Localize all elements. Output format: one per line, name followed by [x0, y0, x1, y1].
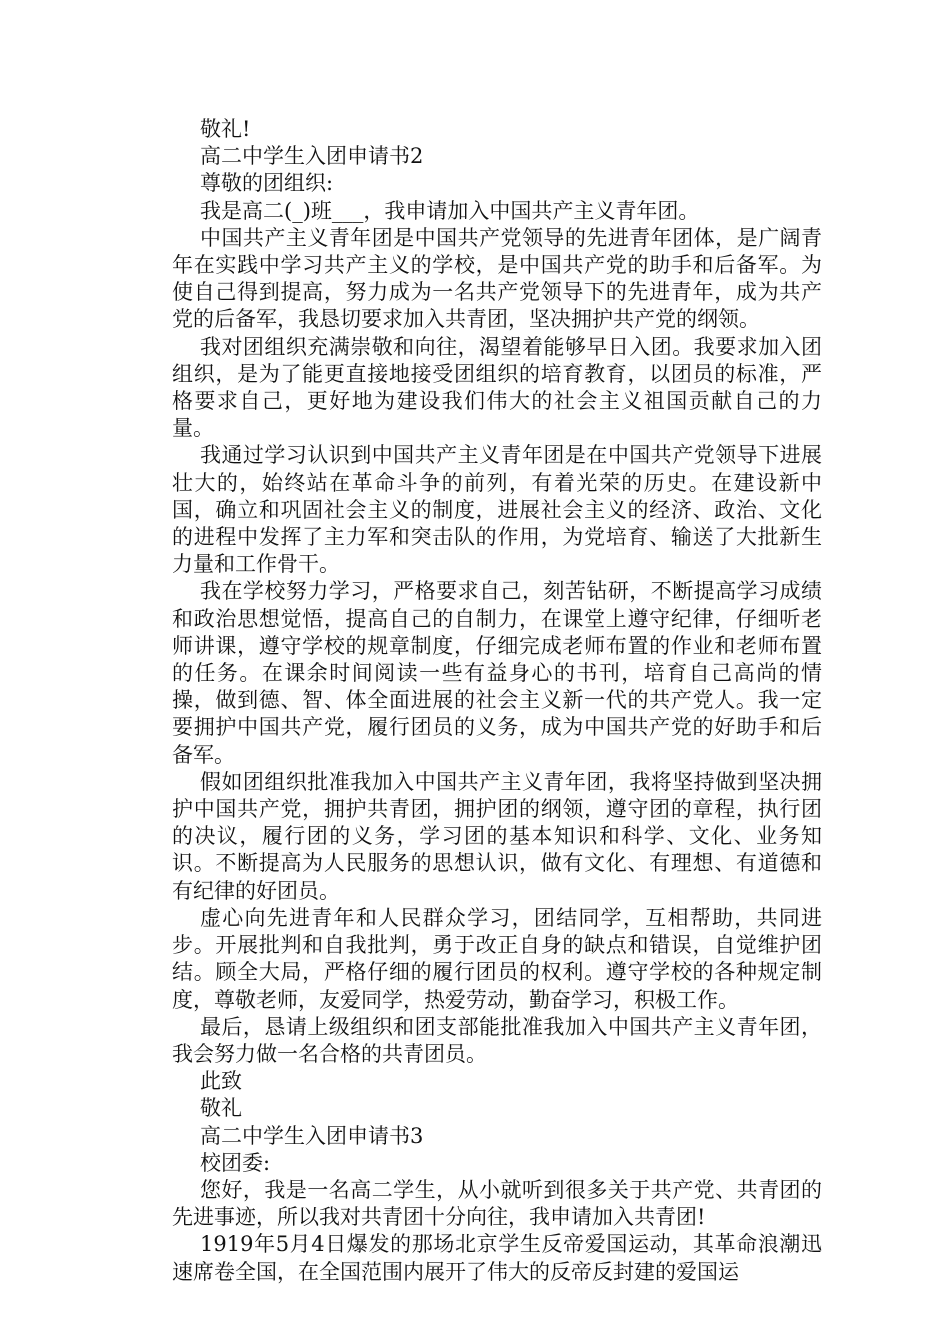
body-paragraph: 我通过学习认识到中国共产主义青年团是在中国共产党领导下进展壮大的，始终站在革命斗争的前列，有着光荣的历史。在建设新中国，确立和巩固社会主义的制度，进展社会主义的经济、政治、文化的进程中发挥了主力军和突击队的作用，为党培育、输送了大批新生力量和工作骨干。 [172, 443, 822, 577]
body-paragraph: 最后，恳请上级组织和团支部能批准我加入中国共产主义青年团，我会努力做一名合格的共青团员。 [172, 1014, 822, 1066]
body-paragraph: 中国共产主义青年团是中国共产党领导的先进青年团体，是广阔青年在实践中学习共产主义的学校，是中国共产党的助手和后备军。为使自己得到提高，努力成为一名共产党领导下的先进青年，成为共产党的后备军，我恳切要求加入共青团，坚决拥护共产党的纲领。 [172, 225, 822, 332]
body-paragraph: 我对团组织充满崇敬和向往，渴望着能够早日入团。我要求加入团组织，是为了能更直接地接受团组织的培育教育，以团员的标准，严格要求自己，更好地为建设我们伟大的社会主义祖国贡献自己的力量。 [172, 334, 822, 441]
text-line: 高二中学生入团申请书2 [200, 144, 424, 169]
text-line: 敬礼! [200, 117, 251, 141]
text-line: 高二中学生入团申请书3 [200, 1123, 424, 1148]
text-line: 我是高二(_)班___，我申请加入中国共产主义青年团。 [200, 198, 700, 223]
text-line: 尊敬的团组织: [200, 171, 334, 196]
text-line: 敬礼 [200, 1096, 242, 1121]
body-paragraph: 虚心向先进青年和人民群众学习，团结同学，互相帮助，共同进步。开展批判和自我批判，勇于改正自身的缺点和错误，自觉维护团结。顾全大局，严格仔细的履行团员的权利。遵守学校的各种规定制度，尊敬老师，友爱同学，热爱劳动，勤奋学习，积极工作。 [172, 905, 822, 1012]
text-line: 校团委: [200, 1150, 271, 1175]
body-paragraph: 您好，我是一名高二学生，从小就听到很多关于共产党、共青团的先进事迹，所以我对共青团十分向往，我申请加入共青团! [172, 1177, 822, 1230]
body-paragraph: 假如团组织批准我加入中国共产主义青年团，我将坚持做到坚决拥护中国共产党，拥护共青团，拥护团的纲领，遵守团的章程，执行团的决议，履行团的义务，学习团的基本知识和科学、文化、业务知识。不断提高为人民服务的思想认识，做有文化、有理想、有道德和有纪律的好团员。 [172, 769, 822, 903]
text-line: 此致 [200, 1069, 242, 1094]
document-body [172, 116, 822, 1286]
body-paragraph: 我在学校努力学习，严格要求自己，刻苦钻研，不断提高学习成绩和政治思想觉悟，提高自己的自制力，在课堂上遵守纪律，仔细听老师讲课，遵守学校的规章制度，仔细完成老师布置的作业和老师布置的任务。在课余时间阅读一些有益身心的书刊，培育自己高尚的情操，做到德、智、体全面进展的社会主义新一代的共产党人。我一定要拥护中国共产党，履行团员的义务，成为中国共产党的好助手和后备军。 [172, 579, 822, 767]
body-paragraph: 1919年5月4日爆发的那场北京学生反帝爱国运动，其革命浪潮迅速席卷全国，在全国范围内展开了伟大的反帝反封建的爱国运 [172, 1232, 822, 1284]
